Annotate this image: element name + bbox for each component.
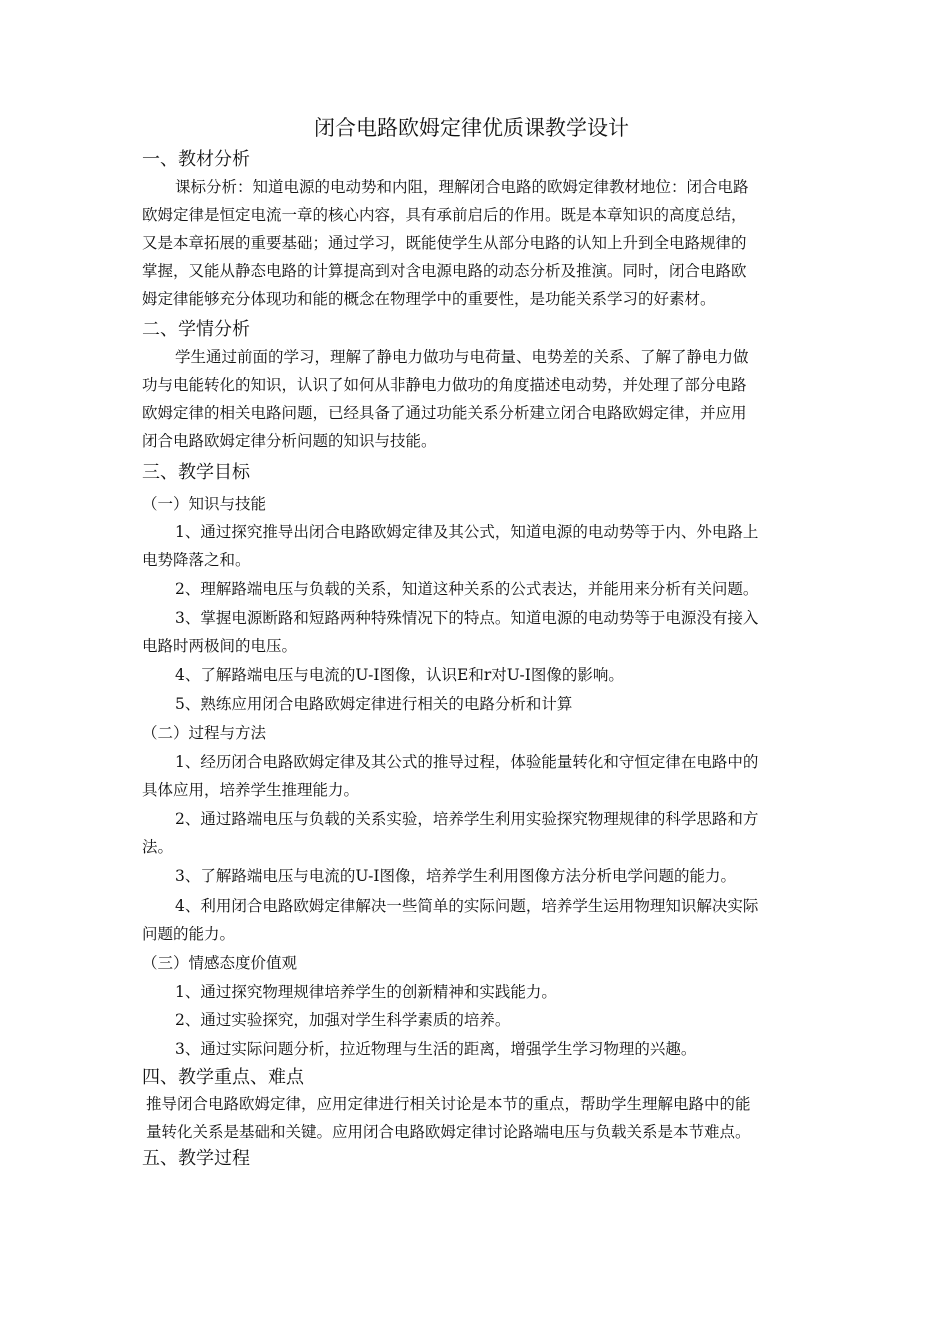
objective-line: 5、熟练应用闭合电路欧姆定律进行相关的电路分析和计算 (175, 695, 573, 713)
objective-line: 电路时两极间的电压。 (142, 637, 298, 655)
objective-line: 1、通过探究物理规律培养学生的创新精神和实践能力。 (175, 983, 557, 1001)
section-heading-2: 二、学情分析 (142, 319, 250, 340)
objective-line: 4、了解路端电压与电流的U-I图像，认识E和r对U-I图像的影响。 (175, 666, 624, 684)
section-heading-1: 一、教材分析 (142, 149, 250, 170)
paragraph-line: 欧姆定律是恒定电流一章的核心内容，具有承前启后的作用。既是本章知识的高度总结， (142, 206, 747, 224)
paragraph-line: 量转化关系是基础和关键。应用闭合电路欧姆定律讨论路端电压与负载关系是本节难点。 (146, 1123, 751, 1141)
section-heading-5: 五、教学过程 (142, 1148, 250, 1169)
objective-line: 4、利用闭合电路欧姆定律解决一些简单的实际问题，培养学生运用物理知识解决实际 (175, 897, 759, 915)
paragraph-line: 课标分析：知道电源的电动势和内阻，理解闭合电路的欧姆定律教材地位：闭合电路 (175, 178, 749, 196)
paragraph-line: 闭合电路欧姆定律分析问题的知识与技能。 (142, 432, 437, 450)
section-heading-4: 四、教学重点、难点 (142, 1067, 304, 1088)
objective-line: 3、通过实际问题分析，拉近物理与生活的距离，增强学生学习物理的兴趣。 (175, 1040, 697, 1058)
objective-line: 2、通过实验探究，加强对学生科学素质的培养。 (175, 1011, 511, 1029)
objective-line: 2、理解路端电压与负载的关系，知道这种关系的公式表达，并能用来分析有关问题。 (175, 580, 759, 598)
objective-line: 3、掌握电源断路和短路两种特殊情况下的特点。知道电源的电动势等于电源没有接入 (175, 609, 759, 627)
paragraph-line: 推导闭合电路欧姆定律，应用定律进行相关讨论是本节的重点，帮助学生理解电路中的能 (146, 1095, 751, 1113)
paragraph-line: 掌握，又能从静态电路的计算提高到对含电源电路的动态分析及推演。同时，闭合电路欧 (142, 262, 747, 280)
objective-line: 法。 (142, 838, 174, 856)
paragraph-line: 又是本章拓展的重要基础；通过学习，既能使学生从部分电路的认知上升到全电路规律的 (142, 234, 747, 252)
objective-line: 问题的能力。 (142, 925, 236, 943)
paragraph-line: 姆定律能够充分体现功和能的概念在物理学中的重要性，是功能关系学习的好素材。 (142, 290, 716, 308)
objective-line: 3、了解路端电压与电流的U-I图像，培养学生利用图像方法分析电学问题的能力。 (175, 867, 737, 885)
subsection-label-process: （二）过程与方法 (142, 724, 267, 742)
objective-line: 2、通过路端电压与负载的关系实验，培养学生利用实验探究物理规律的科学思路和方 (175, 810, 759, 828)
subsection-label-attitude: （三）情感态度价值观 (142, 954, 298, 972)
section-heading-3: 三、教学目标 (142, 462, 250, 483)
paragraph-line: 功与电能转化的知识，认识了如何从非静电力做功的角度描述电动势，并处理了部分电路 (142, 376, 747, 394)
objective-line: 电势降落之和。 (142, 551, 251, 569)
paragraph-line: 学生通过前面的学习，理解了静电力做功与电荷量、电势差的关系、了解了静电力做 (175, 348, 749, 366)
objective-line: 1、通过探究推导出闭合电路欧姆定律及其公式，知道电源的电动势等于内、外电路上 (175, 523, 759, 541)
objective-line: 1、经历闭合电路欧姆定律及其公式的推导过程，体验能量转化和守恒定律在电路中的 (175, 753, 759, 771)
subsection-label-knowledge: （一）知识与技能 (142, 495, 267, 513)
paragraph-line: 欧姆定律的相关电路问题，已经具备了通过功能关系分析建立闭合电路欧姆定律，并应用 (142, 404, 747, 422)
objective-line: 具体应用，培养学生推理能力。 (142, 781, 360, 799)
document-title: 闭合电路欧姆定律优质课教学设计 (314, 116, 629, 140)
